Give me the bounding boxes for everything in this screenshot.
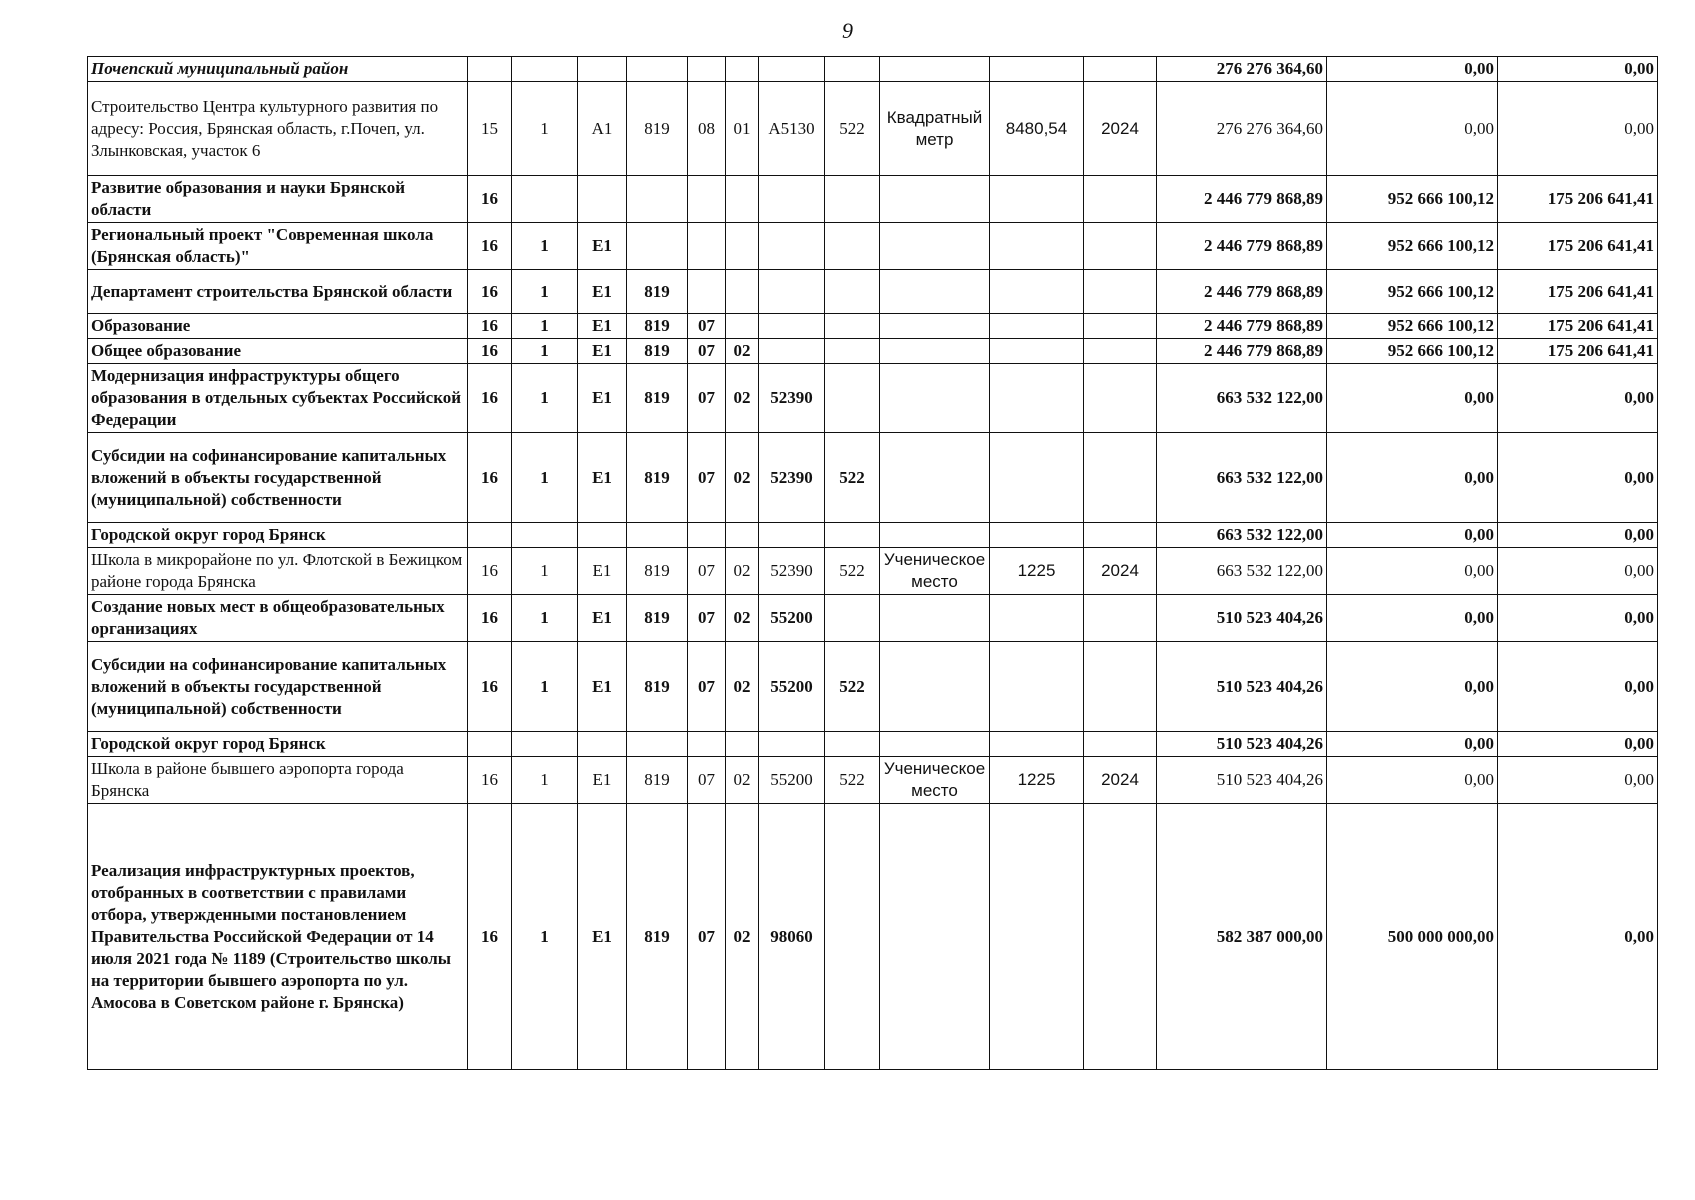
code-subprogram	[512, 176, 578, 223]
code-program: 16	[468, 223, 512, 270]
unit-of-measure	[880, 270, 990, 314]
unit-of-measure	[880, 433, 990, 523]
amount-2025: 952 666 100,12	[1327, 176, 1498, 223]
commissioning-year	[1084, 270, 1157, 314]
amount-2026: 0,00	[1498, 364, 1658, 433]
unit-of-measure	[880, 732, 990, 757]
code-grbs: 819	[627, 433, 688, 523]
amount-2025: 952 666 100,12	[1327, 223, 1498, 270]
unit-of-measure	[880, 339, 990, 364]
amount-2026: 0,00	[1498, 732, 1658, 757]
amount-2026: 175 206 641,41	[1498, 270, 1658, 314]
code-expense-type: 522	[825, 548, 880, 595]
amount-2025: 0,00	[1327, 523, 1498, 548]
code-project	[578, 732, 627, 757]
code-target-article	[759, 270, 825, 314]
code-program: 16	[468, 176, 512, 223]
unit-of-measure: Квадратный метр	[880, 82, 990, 176]
commissioning-year	[1084, 364, 1157, 433]
table-row	[88, 433, 1658, 523]
code-target-article: 55200	[759, 595, 825, 642]
code-project	[578, 523, 627, 548]
amount-2025: 0,00	[1327, 732, 1498, 757]
code-program: 16	[468, 642, 512, 732]
capacity-value	[990, 339, 1084, 364]
code-expense-type: 522	[825, 82, 880, 176]
table-row	[88, 364, 1658, 433]
unit-of-measure: Ученическое место	[880, 548, 990, 595]
code-grbs: 819	[627, 642, 688, 732]
code-section: 07	[688, 595, 726, 642]
code-section	[688, 223, 726, 270]
code-project: E1	[578, 364, 627, 433]
code-subsection	[726, 270, 759, 314]
amount-2024: 2 446 779 868,89	[1157, 176, 1327, 223]
code-section: 07	[688, 433, 726, 523]
code-project: E1	[578, 223, 627, 270]
code-expense-type	[825, 595, 880, 642]
code-subsection: 02	[726, 433, 759, 523]
code-target-article	[759, 176, 825, 223]
code-subprogram	[512, 57, 578, 82]
commissioning-year	[1084, 804, 1157, 1070]
code-program: 16	[468, 433, 512, 523]
code-project: E1	[578, 757, 627, 804]
code-project: E1	[578, 548, 627, 595]
row-name: Департамент строительства Брянской области	[88, 270, 468, 314]
commissioning-year	[1084, 523, 1157, 548]
code-section	[688, 57, 726, 82]
code-subsection: 02	[726, 804, 759, 1070]
code-expense-type	[825, 270, 880, 314]
amount-2024: 582 387 000,00	[1157, 804, 1327, 1070]
amount-2025: 0,00	[1327, 433, 1498, 523]
amount-2024: 510 523 404,26	[1157, 732, 1327, 757]
code-target-article: 98060	[759, 804, 825, 1070]
code-program: 16	[468, 757, 512, 804]
code-subsection: 02	[726, 548, 759, 595]
code-program: 16	[468, 314, 512, 339]
code-section	[688, 176, 726, 223]
code-project: E1	[578, 433, 627, 523]
capacity-value	[990, 364, 1084, 433]
code-target-article: 55200	[759, 757, 825, 804]
amount-2026: 175 206 641,41	[1498, 314, 1658, 339]
code-expense-type	[825, 339, 880, 364]
code-subsection: 02	[726, 595, 759, 642]
amount-2025: 0,00	[1327, 595, 1498, 642]
code-expense-type: 522	[825, 642, 880, 732]
code-project	[578, 176, 627, 223]
row-name: Городской округ город Брянск	[88, 523, 468, 548]
amount-2024: 2 446 779 868,89	[1157, 223, 1327, 270]
commissioning-year	[1084, 314, 1157, 339]
code-project	[578, 57, 627, 82]
unit-of-measure: Ученическое место	[880, 757, 990, 804]
row-name: Общее образование	[88, 339, 468, 364]
code-subprogram: 1	[512, 270, 578, 314]
amount-2024: 663 532 122,00	[1157, 364, 1327, 433]
amount-2024: 276 276 364,60	[1157, 82, 1327, 176]
amount-2024: 663 532 122,00	[1157, 433, 1327, 523]
amount-2025: 0,00	[1327, 642, 1498, 732]
capacity-value: 8480,54	[990, 82, 1084, 176]
code-section: 07	[688, 548, 726, 595]
code-program: 16	[468, 804, 512, 1070]
row-name: Строительство Центра культурного развития по адресу: Россия, Брянская область, г.Почеп, ул. Злынковская, участок 6	[88, 82, 468, 176]
capacity-value	[990, 523, 1084, 548]
code-subsection: 02	[726, 642, 759, 732]
code-expense-type	[825, 804, 880, 1070]
code-subprogram: 1	[512, 364, 578, 433]
code-grbs: 819	[627, 548, 688, 595]
code-program: 15	[468, 82, 512, 176]
code-program: 16	[468, 548, 512, 595]
amount-2026: 0,00	[1498, 57, 1658, 82]
code-subsection: 02	[726, 339, 759, 364]
amount-2025: 0,00	[1327, 82, 1498, 176]
code-subsection: 01	[726, 82, 759, 176]
code-expense-type	[825, 223, 880, 270]
code-section: 08	[688, 82, 726, 176]
unit-of-measure	[880, 176, 990, 223]
code-program: 16	[468, 270, 512, 314]
code-program: 16	[468, 364, 512, 433]
capacity-value	[990, 595, 1084, 642]
code-target-article	[759, 57, 825, 82]
code-section	[688, 523, 726, 548]
amount-2025: 952 666 100,12	[1327, 339, 1498, 364]
code-target-article	[759, 223, 825, 270]
code-section: 07	[688, 314, 726, 339]
row-name: Образование	[88, 314, 468, 339]
unit-of-measure	[880, 642, 990, 732]
code-expense-type	[825, 732, 880, 757]
code-grbs	[627, 57, 688, 82]
code-subprogram: 1	[512, 314, 578, 339]
code-subsection	[726, 223, 759, 270]
code-subprogram	[512, 523, 578, 548]
row-name: Развитие образования и науки Брянской области	[88, 176, 468, 223]
table-row	[88, 642, 1658, 732]
amount-2025: 500 000 000,00	[1327, 804, 1498, 1070]
table-row	[88, 314, 1658, 339]
row-name: Школа в микрорайоне по ул. Флотской в Бежицком районе города Брянска	[88, 548, 468, 595]
code-program: 16	[468, 595, 512, 642]
code-target-article	[759, 339, 825, 364]
code-section: 07	[688, 757, 726, 804]
code-subprogram: 1	[512, 804, 578, 1070]
table-row	[88, 804, 1658, 1070]
row-name: Школа в районе бывшего аэропорта города Брянска	[88, 757, 468, 804]
amount-2026: 0,00	[1498, 595, 1658, 642]
amount-2026: 175 206 641,41	[1498, 176, 1658, 223]
code-subprogram: 1	[512, 82, 578, 176]
code-grbs	[627, 176, 688, 223]
page-number: 9	[842, 18, 853, 43]
capacity-value	[990, 314, 1084, 339]
code-program	[468, 523, 512, 548]
code-expense-type	[825, 176, 880, 223]
amount-2025: 0,00	[1327, 757, 1498, 804]
amount-2026: 0,00	[1498, 548, 1658, 595]
code-subsection	[726, 176, 759, 223]
amount-2025: 952 666 100,12	[1327, 314, 1498, 339]
commissioning-year	[1084, 223, 1157, 270]
table-row	[88, 757, 1658, 804]
table-row	[88, 339, 1658, 364]
amount-2025: 0,00	[1327, 364, 1498, 433]
code-section: 07	[688, 804, 726, 1070]
row-name: Реализация инфраструктурных проектов, отобранных в соответствии с правилами отбора, утвержденными постановлением Правительства Российской Федерации от 14 июля 2021 года № 1189 (Строительство школы на территории бывшего аэропорта по ул. Амосова в Советском районе г. Брянска)	[88, 804, 468, 1070]
commissioning-year	[1084, 176, 1157, 223]
code-target-article	[759, 314, 825, 339]
capacity-value	[990, 642, 1084, 732]
code-subprogram: 1	[512, 548, 578, 595]
code-target-article: A5130	[759, 82, 825, 176]
table-row	[88, 270, 1658, 314]
amount-2024: 2 446 779 868,89	[1157, 314, 1327, 339]
unit-of-measure	[880, 804, 990, 1070]
capacity-value: 1225	[990, 548, 1084, 595]
code-subsection	[726, 732, 759, 757]
capacity-value	[990, 176, 1084, 223]
code-expense-type: 522	[825, 433, 880, 523]
code-subsection: 02	[726, 757, 759, 804]
code-target-article: 55200	[759, 642, 825, 732]
code-grbs: 819	[627, 270, 688, 314]
commissioning-year	[1084, 732, 1157, 757]
code-section	[688, 732, 726, 757]
commissioning-year	[1084, 339, 1157, 364]
amount-2024: 510 523 404,26	[1157, 757, 1327, 804]
table-row	[88, 57, 1658, 82]
amount-2024: 510 523 404,26	[1157, 595, 1327, 642]
amount-2026: 0,00	[1498, 757, 1658, 804]
commissioning-year	[1084, 57, 1157, 82]
unit-of-measure	[880, 364, 990, 433]
amount-2026: 0,00	[1498, 642, 1658, 732]
code-subprogram: 1	[512, 223, 578, 270]
code-subsection	[726, 314, 759, 339]
code-expense-type	[825, 523, 880, 548]
code-project: E1	[578, 642, 627, 732]
code-project: A1	[578, 82, 627, 176]
code-target-article: 52390	[759, 433, 825, 523]
table-row	[88, 548, 1658, 595]
commissioning-year: 2024	[1084, 82, 1157, 176]
code-grbs: 819	[627, 595, 688, 642]
unit-of-measure	[880, 57, 990, 82]
code-target-article	[759, 732, 825, 757]
row-name: Городской округ город Брянск	[88, 732, 468, 757]
commissioning-year	[1084, 642, 1157, 732]
row-name: Региональный проект "Современная школа (Брянская область)"	[88, 223, 468, 270]
code-target-article	[759, 523, 825, 548]
budget-table	[87, 56, 1658, 1070]
amount-2026: 0,00	[1498, 433, 1658, 523]
amount-2024: 276 276 364,60	[1157, 57, 1327, 82]
code-grbs: 819	[627, 314, 688, 339]
amount-2024: 663 532 122,00	[1157, 523, 1327, 548]
code-section: 07	[688, 364, 726, 433]
capacity-value	[990, 270, 1084, 314]
amount-2026: 0,00	[1498, 804, 1658, 1070]
row-name: Субсидии на софинансирование капитальных вложений в объекты государственной (муниципальной) собственности	[88, 642, 468, 732]
code-grbs	[627, 223, 688, 270]
amount-2026: 0,00	[1498, 82, 1658, 176]
code-project: E1	[578, 314, 627, 339]
code-target-article: 52390	[759, 548, 825, 595]
code-program: 16	[468, 339, 512, 364]
code-program	[468, 57, 512, 82]
row-name: Почепский муниципальный район	[88, 57, 468, 82]
capacity-value	[990, 732, 1084, 757]
code-project: E1	[578, 270, 627, 314]
table-row	[88, 523, 1658, 548]
code-subsection: 02	[726, 364, 759, 433]
amount-2026: 175 206 641,41	[1498, 223, 1658, 270]
unit-of-measure	[880, 523, 990, 548]
amount-2025: 0,00	[1327, 57, 1498, 82]
amount-2024: 663 532 122,00	[1157, 548, 1327, 595]
code-expense-type	[825, 364, 880, 433]
commissioning-year: 2024	[1084, 757, 1157, 804]
table-row	[88, 223, 1658, 270]
code-grbs: 819	[627, 757, 688, 804]
commissioning-year: 2024	[1084, 548, 1157, 595]
code-subprogram: 1	[512, 757, 578, 804]
code-subprogram: 1	[512, 642, 578, 732]
code-project: E1	[578, 339, 627, 364]
code-section: 07	[688, 339, 726, 364]
capacity-value	[990, 223, 1084, 270]
code-section	[688, 270, 726, 314]
table-row	[88, 595, 1658, 642]
commissioning-year	[1084, 595, 1157, 642]
code-grbs: 819	[627, 339, 688, 364]
code-project: E1	[578, 804, 627, 1070]
capacity-value	[990, 804, 1084, 1070]
code-subprogram: 1	[512, 339, 578, 364]
unit-of-measure	[880, 595, 990, 642]
row-name: Модернизация инфраструктуры общего образования в отдельных субъектах Российской Федерации	[88, 364, 468, 433]
amount-2025: 0,00	[1327, 548, 1498, 595]
amount-2026: 175 206 641,41	[1498, 339, 1658, 364]
code-section: 07	[688, 642, 726, 732]
code-grbs	[627, 523, 688, 548]
row-name: Создание новых мест в общеобразовательных организациях	[88, 595, 468, 642]
budget-table-body	[88, 57, 1658, 1070]
code-subprogram: 1	[512, 433, 578, 523]
capacity-value: 1225	[990, 757, 1084, 804]
code-grbs	[627, 732, 688, 757]
row-name: Субсидии на софинансирование капитальных вложений в объекты государственной (муниципальной) собственности	[88, 433, 468, 523]
code-grbs: 819	[627, 804, 688, 1070]
unit-of-measure	[880, 314, 990, 339]
code-subsection	[726, 523, 759, 548]
capacity-value	[990, 57, 1084, 82]
code-program	[468, 732, 512, 757]
code-grbs: 819	[627, 364, 688, 433]
amount-2025: 952 666 100,12	[1327, 270, 1498, 314]
code-subsection	[726, 57, 759, 82]
amount-2026: 0,00	[1498, 523, 1658, 548]
code-expense-type	[825, 314, 880, 339]
code-expense-type	[825, 57, 880, 82]
amount-2024: 2 446 779 868,89	[1157, 270, 1327, 314]
table-row	[88, 732, 1658, 757]
code-target-article: 52390	[759, 364, 825, 433]
code-grbs: 819	[627, 82, 688, 176]
commissioning-year	[1084, 433, 1157, 523]
capacity-value	[990, 433, 1084, 523]
code-project: E1	[578, 595, 627, 642]
amount-2024: 510 523 404,26	[1157, 642, 1327, 732]
code-subprogram: 1	[512, 595, 578, 642]
table-row	[88, 176, 1658, 223]
code-subprogram	[512, 732, 578, 757]
code-expense-type: 522	[825, 757, 880, 804]
amount-2024: 2 446 779 868,89	[1157, 339, 1327, 364]
unit-of-measure	[880, 223, 990, 270]
table-row	[88, 82, 1658, 176]
